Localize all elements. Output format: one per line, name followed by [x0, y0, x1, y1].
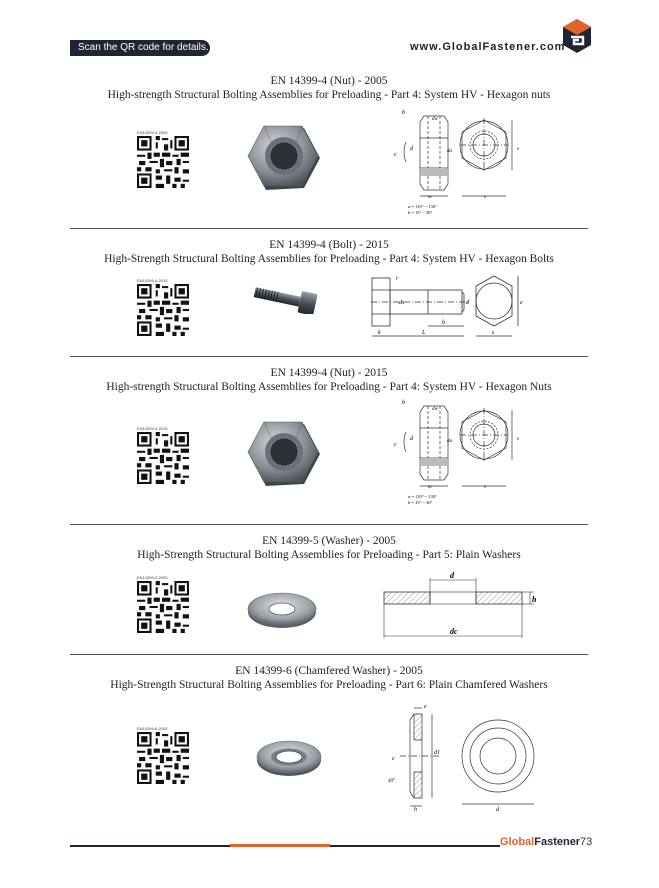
- dim-label: e: [520, 300, 523, 306]
- section-description: High-strength Structural Bolting Assemblies for Preloading - Part 4: System HV - Hexagon nuts: [107, 89, 551, 101]
- qr-code-icon[interactable]: [137, 136, 189, 188]
- dim-label: dw: [432, 407, 438, 412]
- globalfastener-logo-icon: [562, 18, 592, 54]
- section-divider: [70, 654, 588, 655]
- dim-label: m: [428, 485, 432, 490]
- section-description: High-Strength Structural Bolting Assemblies for Preloading - Part 6: Plain Chamfered Washers: [110, 679, 548, 691]
- qr-code-icon[interactable]: [137, 284, 189, 336]
- section-divider: [70, 524, 588, 525]
- product-section-nut-2005: [70, 74, 588, 102]
- section-divider: [70, 228, 588, 229]
- dim-label: d: [496, 807, 499, 812]
- dim-label: h: [532, 595, 537, 604]
- hex-nut-drawing: [392, 398, 522, 510]
- section-standard-title: EN 14399-4 (Bolt) - 2015: [269, 239, 389, 251]
- scan-note-banner: [70, 40, 210, 56]
- dim-label: ds: [399, 300, 405, 306]
- dim-label: d: [410, 436, 413, 442]
- hex-bolt-photo: [250, 284, 324, 314]
- dim-label: b: [442, 320, 445, 326]
- dim-label: da: [447, 149, 452, 154]
- dim-label: da: [447, 439, 452, 444]
- footer-brand-fastener: Fastener: [534, 836, 581, 848]
- plain-washer-photo: [244, 590, 320, 630]
- dim-label: d: [466, 300, 469, 306]
- hex-nut-photo: [246, 122, 322, 198]
- section-standard-title: EN 14399-6 (Chamfered Washer) - 2005: [235, 665, 423, 677]
- dim-label: s: [484, 485, 486, 490]
- qr-caption: EN14399-5-2005: [137, 575, 168, 580]
- dim-label: L: [422, 330, 426, 336]
- dim-label: s: [484, 195, 486, 200]
- section-description: High-Strength Structural Bolting Assemblies for Preloading - Part 5: Plain Washers: [137, 549, 521, 561]
- qr-caption: EN14399-4-2005: [137, 130, 168, 135]
- product-section-washer-2005: [70, 534, 588, 562]
- product-section-chamfered-washer-2005: [70, 664, 588, 692]
- hex-nut-drawing: [392, 108, 522, 220]
- scan-note-text: Scan the QR code for details.: [78, 42, 209, 53]
- chamfered-washer-drawing: [380, 700, 544, 812]
- dim-label: c: [394, 442, 397, 448]
- dim-label: d1: [434, 750, 440, 756]
- product-section-nut-2015: [70, 366, 588, 394]
- dim-label: h: [414, 807, 417, 812]
- section-description: High-strength Structural Bolting Assemblies for Preloading - Part 4: System HV - Hexagon Nuts: [106, 381, 552, 393]
- page-number: 73: [580, 836, 593, 848]
- section-standard-title: EN 14399-4 (Nut) - 2015: [270, 367, 388, 379]
- dim-label: d: [450, 571, 454, 580]
- dim-label: 40°: [388, 779, 395, 784]
- product-section-bolt-2015: [70, 238, 588, 266]
- qr-code-icon[interactable]: [137, 732, 189, 784]
- qr-code-icon[interactable]: [137, 432, 189, 484]
- qr-caption: EN14399-4-2015: [137, 426, 168, 431]
- dim-label: s: [492, 330, 495, 336]
- dim-label: c: [394, 152, 397, 158]
- section-standard-title: EN 14399-4 (Nut) - 2005: [270, 75, 388, 87]
- angle-note: α = 110° ~ 130°: [408, 494, 437, 499]
- dim-label: e: [517, 147, 520, 152]
- qr-caption: EN14399-6-2005: [137, 726, 168, 731]
- website-link[interactable]: www.GlobalFastener.com: [410, 41, 566, 53]
- section-standard-title: EN 14399-5 (Washer) - 2005: [262, 535, 396, 547]
- footer-brand: [500, 836, 580, 848]
- hex-bolt-drawing: [368, 270, 528, 342]
- qr-code-icon[interactable]: [137, 581, 189, 633]
- chamfered-washer-photo: [254, 736, 324, 778]
- dim-label: e: [424, 704, 427, 710]
- angle-note: α = 110° ~ 130°: [408, 204, 437, 209]
- dim-label: m: [428, 195, 432, 200]
- section-description: High-Strength Structural Bolting Assemblies for Preloading - Part 4: System HV - Hexagon Bolts: [104, 253, 554, 265]
- footer-accent-rule: [230, 844, 330, 847]
- plain-washer-drawing: [378, 566, 546, 642]
- dim-label: d: [410, 146, 413, 152]
- dim-label: k: [378, 330, 381, 336]
- angle-note: b = 15° ~ 30°: [408, 500, 433, 505]
- dim-label: r: [396, 276, 399, 282]
- dim-label: dw: [432, 117, 438, 122]
- dim-label: dc: [450, 627, 458, 636]
- qr-caption: EN14399-4-2015: [137, 278, 168, 283]
- section-divider: [70, 356, 588, 357]
- dim-label: b: [402, 110, 405, 116]
- dim-label: b: [402, 400, 405, 406]
- dim-label: e: [517, 437, 520, 442]
- hex-nut-photo: [246, 418, 322, 494]
- angle-note: b = 15° ~ 30°: [408, 210, 433, 215]
- footer-brand-global: Global: [500, 836, 535, 848]
- dim-label: c: [392, 756, 395, 762]
